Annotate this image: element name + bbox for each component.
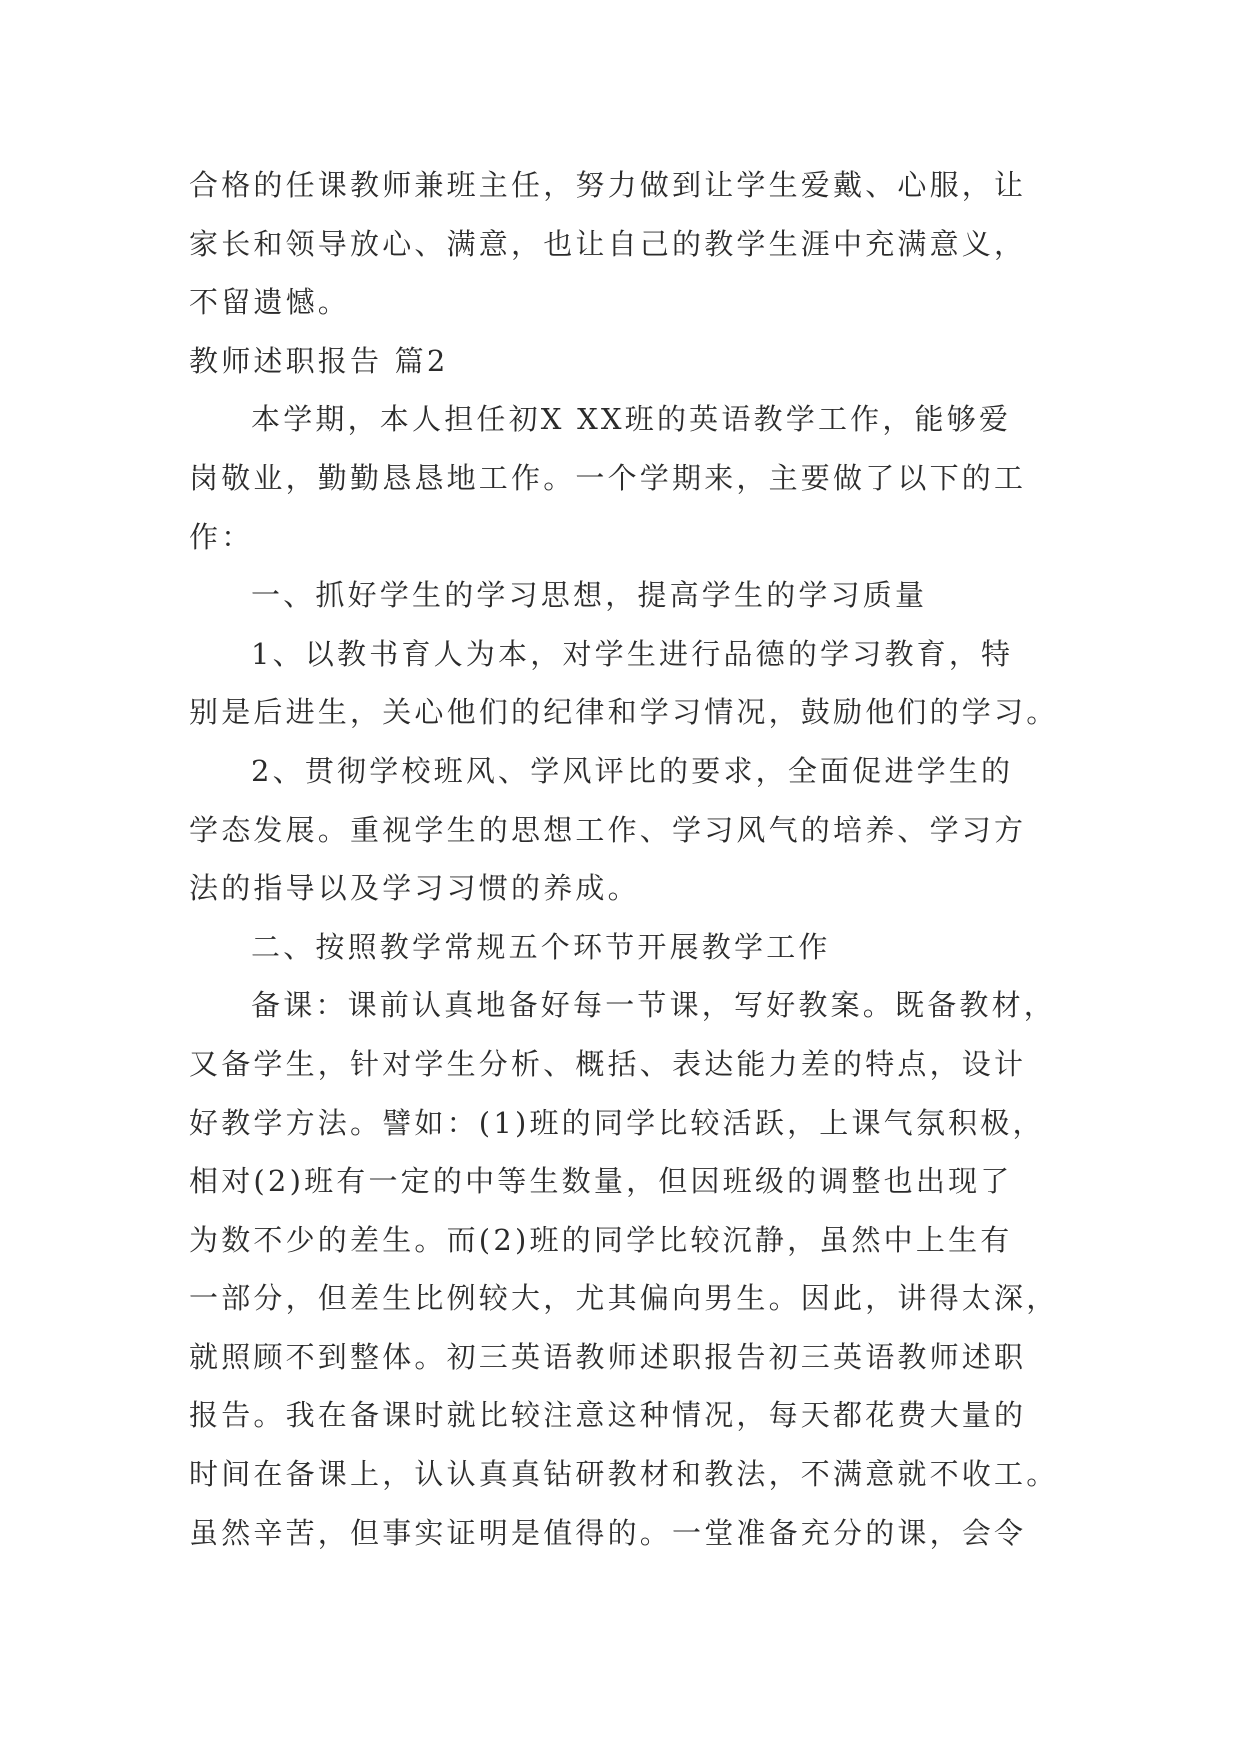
text-line: 法的指导以及学习习惯的养成。: [189, 871, 640, 906]
text-line: 作：: [189, 519, 254, 554]
text-line: 报告。我在备课时就比较注意这种情况，每天都花费大量的: [189, 1398, 1027, 1433]
text-line: 时间在备课上，认认真真钻研教材和教法，不满意就不收工。: [189, 1457, 1059, 1492]
text-line: 虽然辛苦，但事实证明是值得的。一堂准备充分的课，会令: [189, 1515, 1027, 1550]
text-line: 为数不少的差生。而(2)班的同学比较沉静，虽然中上生有: [189, 1222, 1013, 1257]
text-line: 就照顾不到整体。初三英语教师述职报告初三英语教师述职: [189, 1339, 1027, 1374]
text-line: 一、抓好学生的学习思想，提高学生的学习质量: [251, 578, 928, 613]
text-line: 备课：课前认真地备好每一节课，写好教案。既备教材，: [251, 988, 1057, 1023]
text-line: 1、以教书育人为本，对学生进行品德的学习教育，特: [251, 636, 1014, 671]
text-line: 二、按照教学常规五个环节开展教学工作: [251, 929, 831, 964]
text-line: 2、贯彻学校班风、学风评比的要求，全面促进学生的: [251, 753, 1014, 788]
text-line: 不留遗憾。: [189, 285, 351, 320]
document-body: [189, 156, 1059, 1562]
text-line: 好教学方法。譬如：(1)班的同学比较活跃，上课气氛积极，: [189, 1105, 1045, 1140]
text-line: 本学期，本人担任初X XX班的英语教学工作，能够爱: [251, 402, 1012, 437]
text-line: 家长和领导放心、满意，也让自己的教学生涯中充满意义，: [189, 226, 1027, 261]
text-line: 合格的任课教师兼班主任，努力做到让学生爱戴、心服，让: [189, 168, 1027, 202]
text-line: 教师述职报告 篇2: [189, 343, 449, 378]
text-line: 岗敬业，勤勤恳恳地工作。一个学期来，主要做了以下的工: [189, 460, 1027, 495]
text-line: 学态发展。重视学生的思想工作、学习风气的培养、学习方: [189, 812, 1027, 847]
text-line: 一部分，但差生比例较大，尤其偏向男生。因此，讲得太深，: [189, 1281, 1059, 1316]
text-line: 相对(2)班有一定的中等生数量，但因班级的调整也出现了: [189, 1164, 1013, 1199]
text-line: 又备学生，针对学生分析、概括、表达能力差的特点，设计: [189, 1046, 1027, 1081]
text-line: 别是后进生，关心他们的纪律和学习情况，鼓励他们的学习。: [189, 695, 1059, 730]
